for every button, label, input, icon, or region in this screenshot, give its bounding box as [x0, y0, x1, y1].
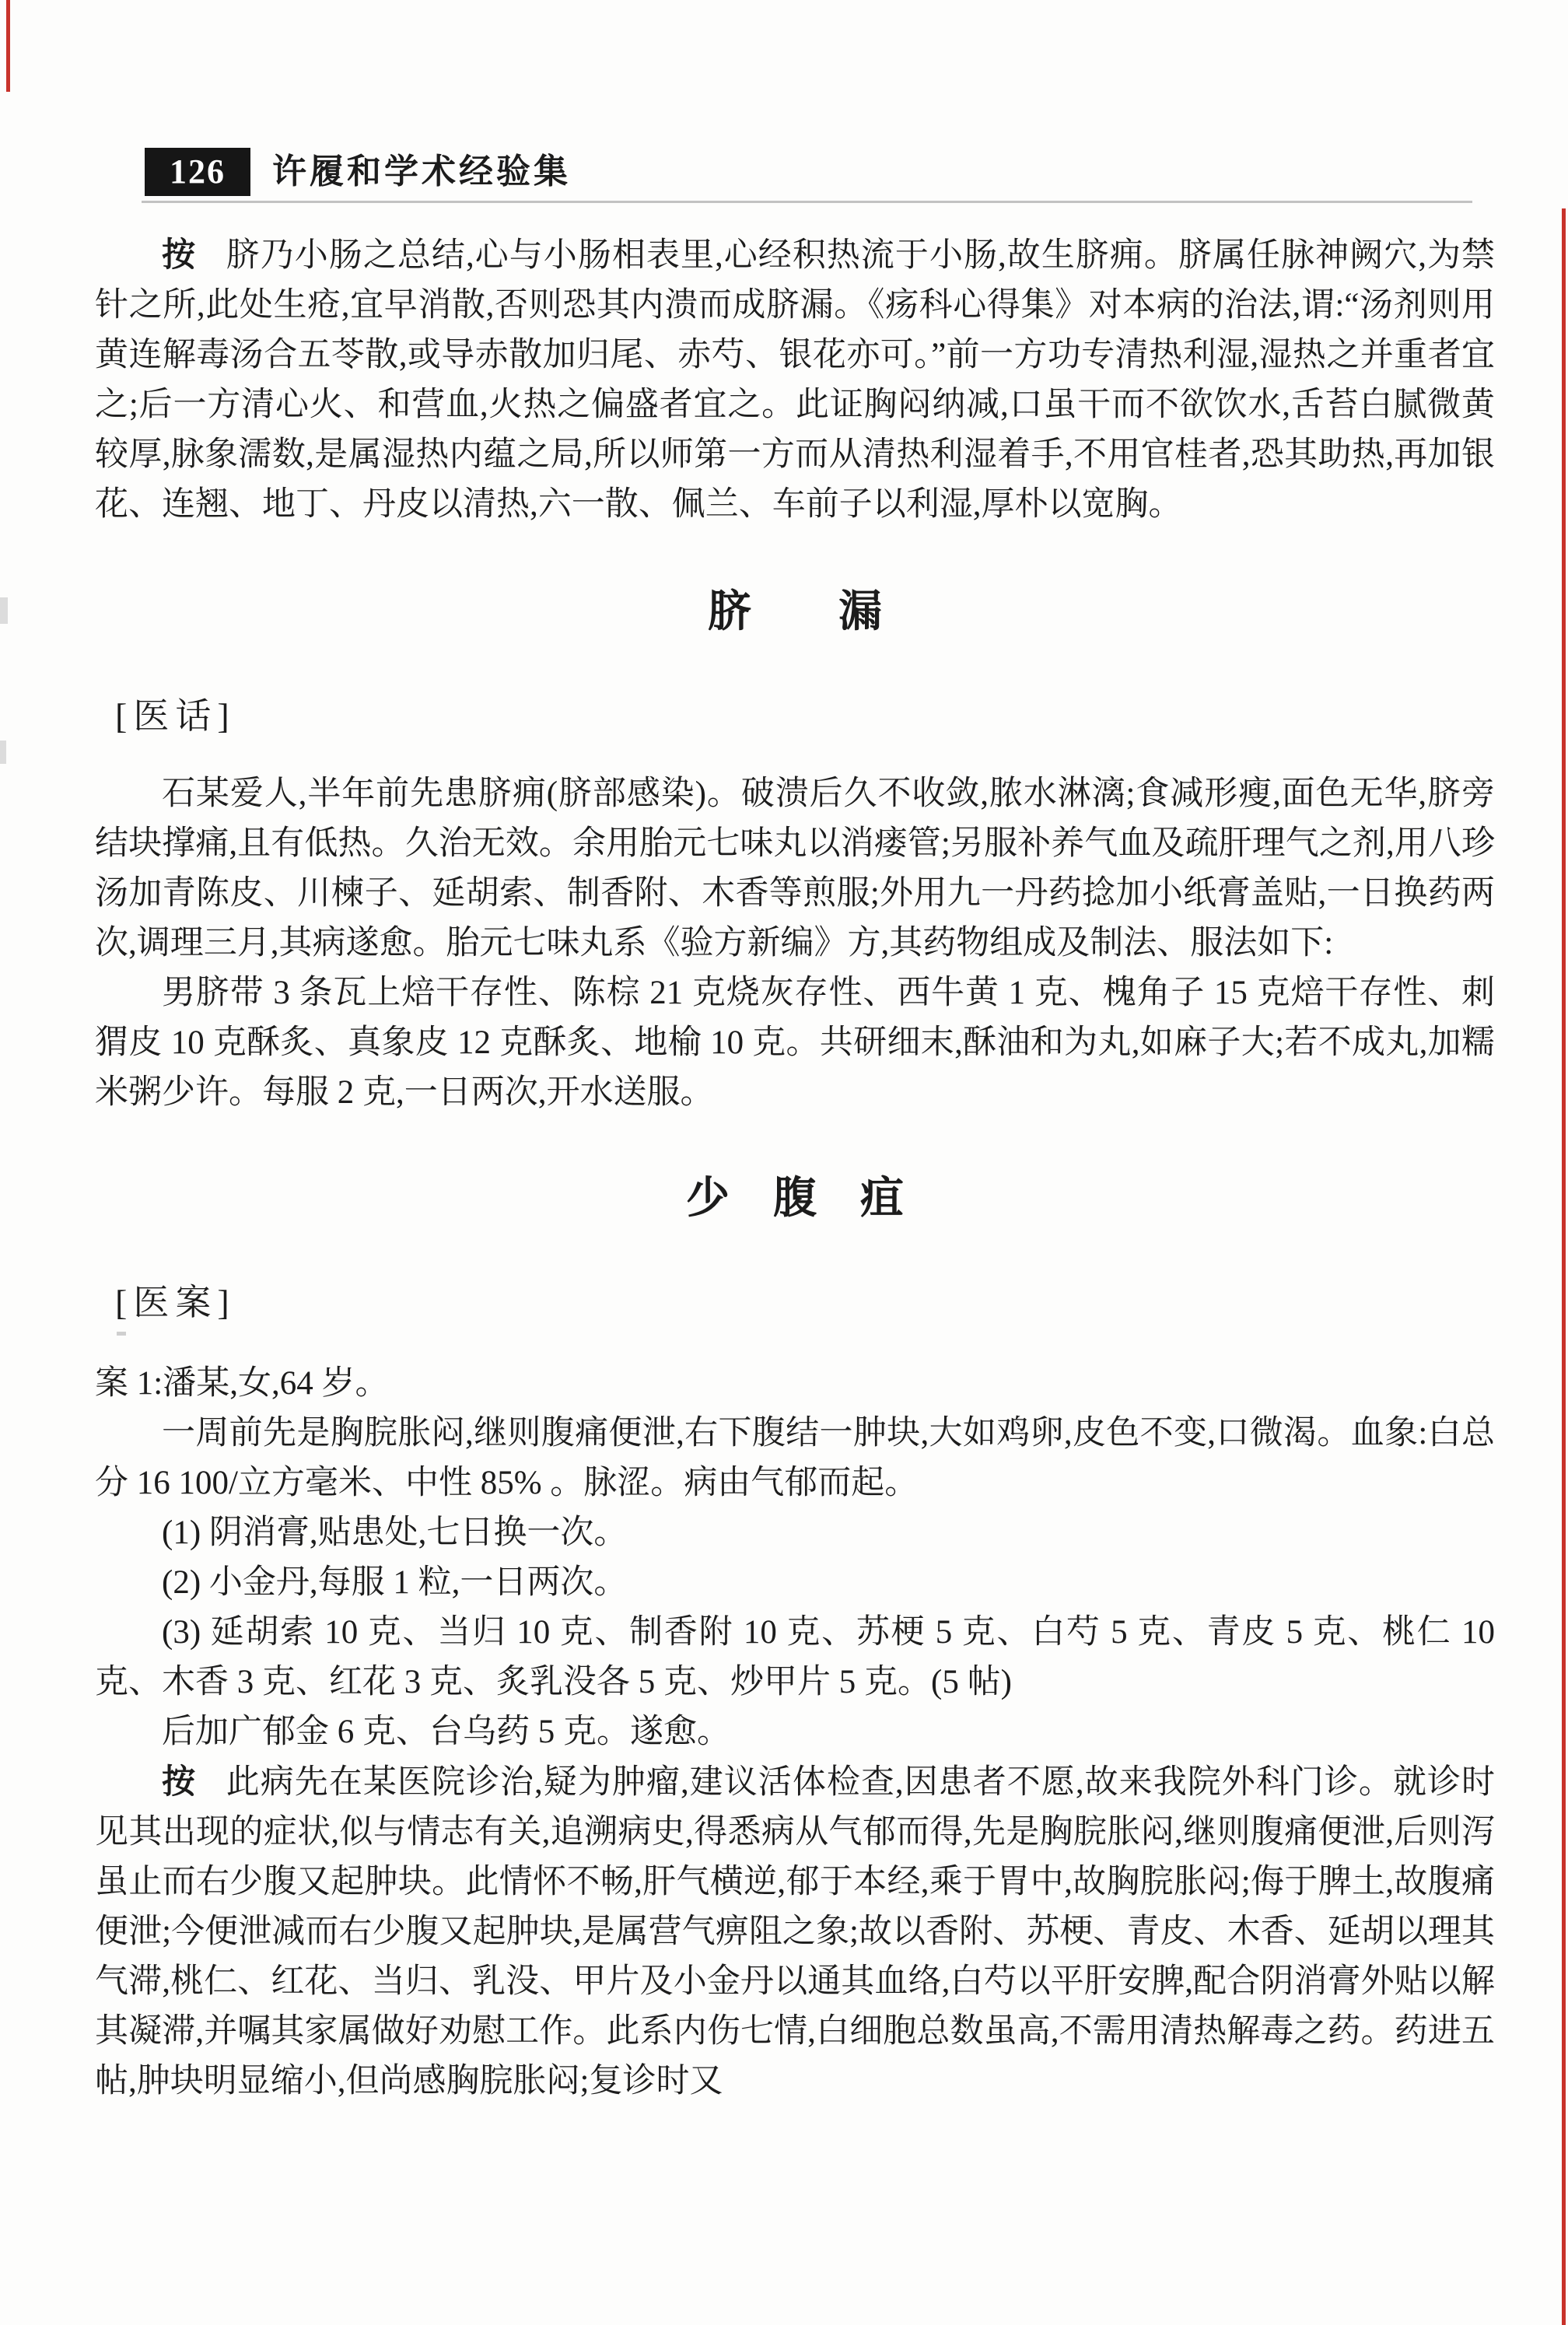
page-number-badge: 126: [145, 148, 250, 196]
scan-speck: [0, 741, 6, 764]
prescription-item-3: (3) 延胡索 10 克、当归 10 克、制香附 10 克、苏梗 5 克、白芍 5 克、青皮 5 克、桃仁 10 克、木香 3 克、红花 3 克、炙乳没各 5 克、炒甲片 5 克。(5 帖): [95, 1614, 1495, 1700]
subsection-label-yian: [医案]: [115, 1283, 236, 1322]
qilou-recipe-paragraph: 男脐带 3 条瓦上焙干存性、陈棕 21 克烧灰存性、西牛黄 1 克、槐角子 15 克焙干存性、刺猬皮 10 克酥炙、真象皮 12 克酥炙、地榆 10 克。共研细末,酥油和为丸,如麻子大;若不成丸,加糯米粥少许。每服 2 克,一日两次,开水送服。: [95, 975, 1495, 1111]
commentary-lead: 按: [162, 236, 197, 274]
case-intro: 案 1:潘某,女,64 岁。: [95, 1365, 389, 1402]
case-history-paragraph: 一周前先是胸脘胀闷,继则腹痛便泄,右下腹结一肿块,大如鸡卵,皮色不变,口微渴。血象:白总分 16 100/立方毫米、中性 85% 。脉涩。病由气郁而起。: [95, 1415, 1495, 1501]
commentary-text: 此病先在某医院诊治,疑为肿瘤,建议活体检查,因患者不愿,故来我院外科门诊。就诊时见其出现的症状,似与情志有关,追溯病史,得悉病从气郁而得,先是胸脘胀闷,继则腹痛便泄,后则泻虽止而右少腹又起肿块。此情怀不畅,肝气横逆,郁于本经,乘于胃中,故胸脘胀闷;侮于脾土,故腹痛便泄;今便泄减而右少腹又起肿块,是属营气痹阻之象;故以香附、苏梗、青皮、木香、延胡以理其气滞,桃仁、红花、当归、乳没、甲片及小金丹以通其血络,白芍以平肝安脾,配合阴消膏外贴以解其凝滞,并嘱其家属做好劝慰工作。此系内伤七情,白细胞总数虽高,不需用清热解毒之药。药进五帖,肿块明显缩小,但尚感胸脘胀闷;复诊时又: [95, 1764, 1496, 2099]
page-header: [95, 148, 1495, 196]
section-heading-shaofuju: 少 腹 疽: [686, 1173, 904, 1222]
scan-artifact-red-line-right: [1562, 208, 1566, 2325]
scan-speck: [0, 597, 8, 624]
commentary-paragraph-qiyong: [95, 230, 1495, 530]
follow-up-paragraph: 后加广郁金 6 克、台乌药 5 克。遂愈。: [162, 1714, 730, 1750]
prescription-item-1: (1) 阴消膏,贴患处,七日换一次。: [162, 1514, 628, 1551]
prescription-item-2: (2) 小金丹,每服 1 粒,一日两次。: [162, 1564, 628, 1601]
commentary-text: 脐乃小肠之总结,心与小肠相表里,心经积热流于小肠,故生脐痈。脐属任脉神阙穴,为禁针之所,此处生疮,宜早消散,否则恐其内溃而成脐漏。《疡科心得集》对本病的治法,谓:“汤剂则用黄连解毒汤合五苓散,或导赤散加归尾、赤芍、银花亦可。”前一方功专清热利湿,湿热之并重者宜之;后一方清心火、和营血,火热之偏盛者宜之。此证胸闷纳减,口虽干而不欲饮水,舌苔白腻微黄较厚,脉象濡数,是属湿热内蕴之局,所以师第一方而从清热利湿着手,不用官桂者,恐其助热,再加银花、连翘、地丁、丹皮以清热,六一散、佩兰、车前子以利湿,厚朴以宽胸。: [95, 237, 1496, 523]
book-title: 许履和学术经验集: [272, 152, 571, 191]
commentary-lead: 按: [162, 1763, 197, 1801]
header-rule: [142, 201, 1472, 203]
commentary-paragraph-shaofuju: [95, 1757, 1495, 2106]
page-body: [95, 230, 1495, 2106]
section-heading-qilou: 脐 漏: [708, 587, 882, 636]
qilou-case-paragraph: 石某爱人,半年前先患脐痈(脐部感染)。破溃后久不收敛,脓水淋漓;食减形瘦,面色无华,脐旁结块撑痛,且有低热。久治无效。余用胎元七味丸以消瘘管;另服补养气血及疏肝理气之剂,用八珍汤加青陈皮、川楝子、延胡索、制香附、木香等煎服;外用九一丹药捻加小纸膏盖贴,一日换药两次,调理三月,其病遂愈。胎元七味丸系《验方新编》方,其药物组成及制法、服法如下:: [95, 776, 1495, 961]
subsection-label-yihua: [医话]: [115, 696, 236, 736]
scan-artifact-red-line-left: [6, 0, 10, 92]
